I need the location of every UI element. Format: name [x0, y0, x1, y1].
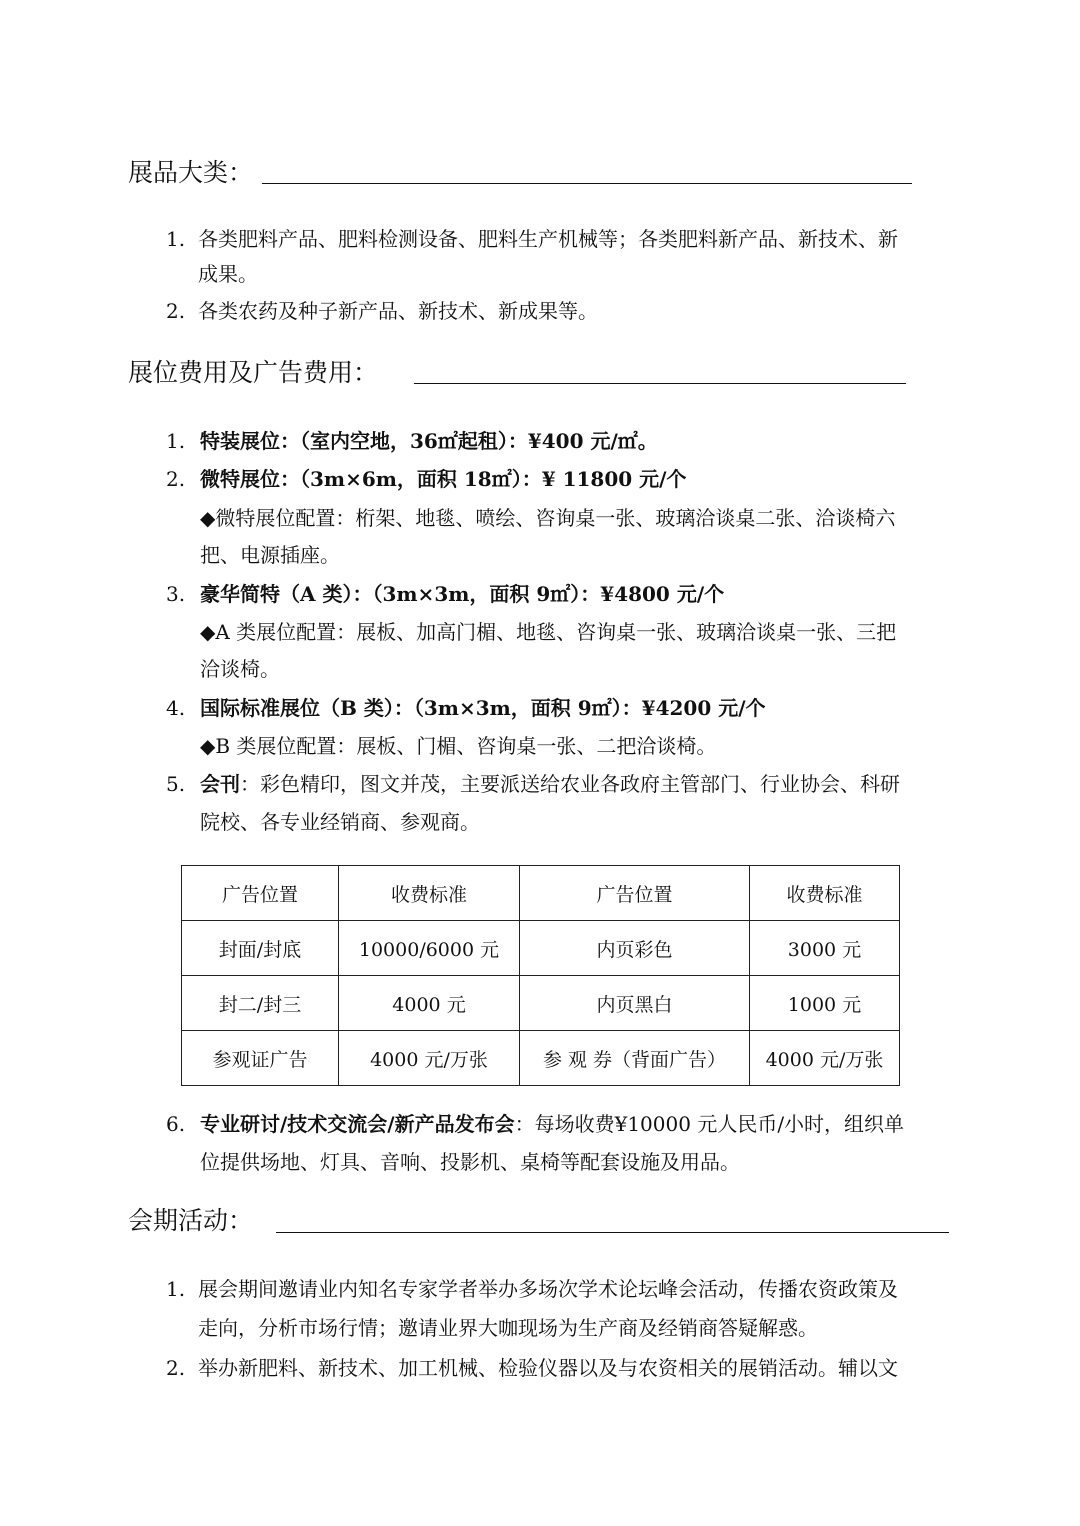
- list-item-number: 3.: [166, 582, 186, 606]
- booth-config: ◆微特展位配置：桁架、地毯、喷绘、咨询桌一张、玻璃洽谈桌二张、洽谈椅六: [200, 506, 896, 530]
- title-underline: [262, 183, 912, 184]
- list-item-text: 走向，分析市场行情；邀请业界大咖现场为生产商及经销商答疑解惑。: [198, 1316, 818, 1340]
- table-header-cell: 收费标准: [339, 866, 520, 921]
- table-row: [182, 921, 900, 976]
- table-header-row: [182, 866, 900, 921]
- seminar-description-cont: 位提供场地、灯具、音响、投影机、桌椅等配套设施及用品。: [200, 1150, 740, 1174]
- catalog-text: ：彩色精印，图文并茂，主要派送给农业各政府主管部门、行业协会、科研: [240, 772, 900, 796]
- list-item-number: 2.: [166, 1356, 186, 1380]
- booth-config: ◆A 类展位配置：展板、加高门楣、地毯、咨询桌一张、玻璃洽谈桌一张、三把: [200, 620, 897, 644]
- booth-config: 把、电源插座。: [200, 543, 340, 567]
- list-item-text: 各类肥料产品、肥料检测设备、肥料生产机械等；各类肥料新产品、新技术、新: [198, 227, 898, 251]
- table-header-cell: 广告位置: [520, 866, 750, 921]
- table-cell: 参观证广告: [182, 1031, 339, 1086]
- table-row: [182, 1031, 900, 1086]
- table-cell: 封二/封三: [182, 976, 339, 1031]
- table-cell: 4000 元/万张: [339, 1031, 520, 1086]
- section-title-fees: 展位费用及广告费用：: [128, 358, 379, 387]
- table-row: [182, 976, 900, 1031]
- catalog-description-cont: 院校、各专业经销商、参观商。: [200, 810, 480, 834]
- title-underline: [414, 383, 906, 384]
- table-cell: 内页黑白: [520, 976, 750, 1031]
- catalog-label: 会刊: [200, 772, 240, 796]
- list-item-text: 各类农药及种子新产品、新技术、新成果等。: [198, 299, 598, 323]
- booth-config: 洽谈椅。: [200, 657, 280, 681]
- seminar-description: [200, 1111, 904, 1137]
- table-cell: 参 观 券（背面广告）: [520, 1031, 750, 1086]
- list-item-text: 成果。: [198, 262, 258, 286]
- list-item-number: 1.: [166, 429, 186, 453]
- section-title-activities: 会期活动：: [128, 1206, 254, 1235]
- booth-special: 特装展位：（室内空地，36㎡起租）：¥400 元/㎡。: [200, 429, 658, 453]
- table-cell: 4000 元: [339, 976, 520, 1031]
- table-header-cell: 收费标准: [750, 866, 900, 921]
- seminar-text: ：每场收费¥10000 元人民币/小时，组织单: [514, 1112, 905, 1136]
- list-item-number: 1.: [166, 227, 186, 251]
- list-item-number: 4.: [166, 696, 186, 720]
- list-item-number: 1.: [166, 1277, 186, 1301]
- list-item-number: 6.: [166, 1112, 186, 1136]
- list-item-text: 展会期间邀请业内知名专家学者举办多场次学术论坛峰会活动，传播农资政策及: [198, 1277, 898, 1301]
- booth-micro: 微特展位：（3m×6m，面积 18㎡）：¥ 11800 元/个: [200, 467, 687, 491]
- list-item-number: 2.: [166, 299, 186, 323]
- table-header-cell: 广告位置: [182, 866, 339, 921]
- table-cell: 1000 元: [750, 976, 900, 1031]
- catalog-description: [200, 771, 900, 797]
- ad-pricing-table: [181, 865, 900, 1086]
- booth-standard-b: 国际标准展位（B 类）：（3m×3m，面积 9㎡）：¥4200 元/个: [200, 696, 766, 720]
- booth-luxury-a: 豪华简特（A 类）：（3m×3m，面积 9㎡）：¥4800 元/个: [200, 582, 725, 606]
- table-cell: 3000 元: [750, 921, 900, 976]
- table-cell: 10000/6000 元: [339, 921, 520, 976]
- seminar-label: 专业研讨/技术交流会/新产品发布会: [200, 1112, 515, 1136]
- table-cell: 内页彩色: [520, 921, 750, 976]
- list-item-text: 举办新肥料、新技术、加工机械、检验仪器以及与农资相关的展销活动。辅以文: [198, 1356, 898, 1380]
- list-item-number: 2.: [166, 467, 186, 491]
- table-cell: 4000 元/万张: [750, 1031, 900, 1086]
- title-underline: [276, 1232, 949, 1233]
- section-title-exhibits: 展品大类：: [128, 158, 254, 187]
- table-cell: 封面/封底: [182, 921, 339, 976]
- list-item-number: 5.: [166, 772, 186, 796]
- booth-config: ◆B 类展位配置：展板、门楣、咨询桌一张、二把洽谈椅。: [200, 734, 717, 758]
